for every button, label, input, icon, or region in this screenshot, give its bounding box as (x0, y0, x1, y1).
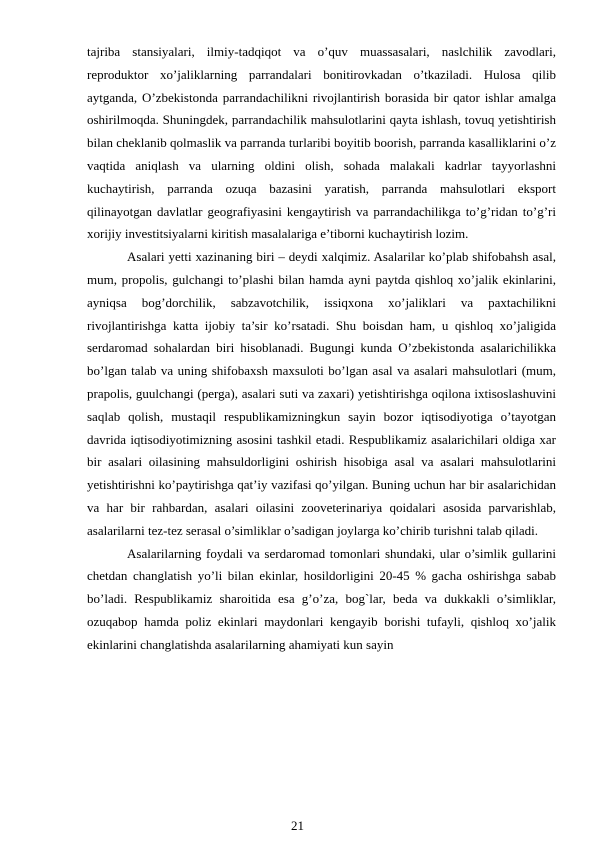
page-number: 21 (291, 818, 304, 833)
paragraph-continuation: tajriba stansiyalari, ilmiy-tadqiqot va o’quv muassasalari, naslchilik zavodlari, reproduktor xo’jaliklarning parrandalari bonitirovkadan o’tkaziladi. Hulosa qilib aytganda, O’zbekistonda parrandachilikni rivojlantirish borasida bir qator ishlar amalga oshirilmoqda. Shuningdek, parrandachilik mahsulotlarini qayta ishlash, tovuq yetishtirish bilan cheklanib qolmaslik va parranda turlaribi boyitib boorish, parranda kasalliklarini o’z vaqtida aniqlash va ularning oldini olish, sohada malakali kadrlar tayyorlashni kuchaytirish, parranda ozuqa bazasini yaratish, parranda mahsulotlari eksport qilinayotgan davlatlar geografiyasini kengaytirish va parrandachilikga to’g’ridan to’g’ri xorijiy investitsiyalarni kiritish masalalariga e’tiborni kuchaytirish lozim. (87, 44, 556, 242)
body-text (87, 41, 556, 657)
paragraph-beekeeping-benefits: Asalarilarning foydali va serdaromad tomonlari shundaki, ular o’simlik gullarini chetdan changlatish yo’li bilan ekinlar, hosildorligini 20-45 % gacha oshirishga sabab bo’ladi. Respublikamiz sharoitida esa g’o’za, bog`lar, beda va dukkakli o’simliklar, ozuqabop hamda poliz ekinlari maydonlari kengayib borishi tufayli, qishloq xo’jalik ekinlarini changlatishda asalarilarning ahamiyati kun sayin (87, 545, 556, 652)
paragraph-beekeeping-intro: Asalari yetti xazinaning biri – deydi xalqimiz. Asalarilar ko’plab shifobahsh asal, mum, propolis, gulchangi to’plashi bilan hamda ayni paytda qishloq xo’jalik ekinlarini, ayniqsa bog’dorchilik, sabzavotchilik, issiqxona xo’jaliklari va paxtachilikni rivojlantirishga katta ijobiy ta’sir ko’rsatadi. Shu boisdan ham, u qishloq xo’jaligida serdaromad sohalardan biri hisoblanadi. Bugungi kunda O’zbekistonda asalarichilikka bo’lgan talab va uning shifobaxsh maxsuloti bo’lgan asal va asalari mahsulotlari (mum, prapolis, guulchangi (perga), asalari suti va zaxari) yetishtirishga oqilona ixtisoslashuvini saqlab qolish, mustaqil respublikamizningkun sayin bozor iqtisodiyotiga o’tayotgan davrida iqtisodiyotimizning asosini tashkil etadi. Respublikamiz asalarichilari oldiga xar bir asalari oilasining mahsuldorligini oshirish hisobiga asal va asalari mahsulotlarini yetishtirishni ko’paytirishga qat’iy vazifasi qo’yilgan. Buning uchun har bir asalarichidan va har bir rahbardan, asalari oilasini zooveterinariya qoidalari asosida parvarishlab, asalarilarni tez-tez serasal o’simliklar o’sadigan joylarga ko’chirib turishni talab qiladi. (87, 249, 556, 538)
